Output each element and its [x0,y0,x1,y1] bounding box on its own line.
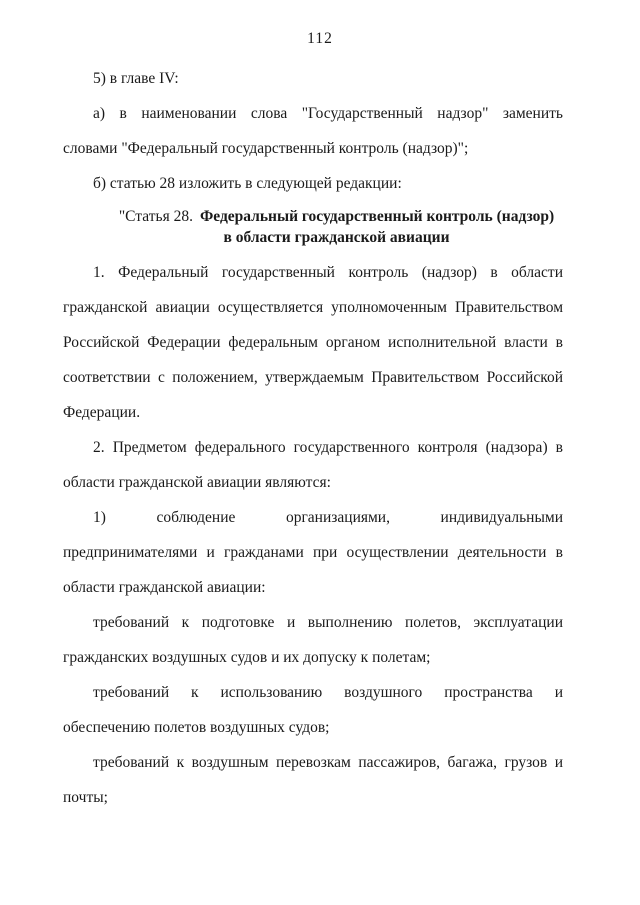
paragraph [63,430,563,500]
text-line: 5) в главе IV: [93,70,179,87]
text-line: 2. Предметом федерального государственного контроля (надзора) в [93,439,563,456]
page-number: 112 [307,30,333,47]
text-line: 1) соблюдение организациями, индивидуальными [93,509,563,526]
text-line: обеспечению полетов воздушных судов; [63,719,330,736]
text-line: требований к подготовке и выполнению полетов, эксплуатации [93,614,563,631]
text-line: а) в наименовании слова "Государственный надзор" заменить [93,105,563,122]
paragraph [63,675,563,745]
text-line: почты; [63,789,108,806]
text-line: требований к использованию воздушного пространства и [93,684,563,701]
text-line: Российской Федерации федеральным органом исполнительной власти в [63,334,563,351]
text-line: Федерации. [63,404,141,421]
paragraph [63,605,563,675]
text-line: области гражданской авиации являются: [63,474,331,491]
text-line: гражданских воздушных судов и их допуску к полетам; [63,649,431,666]
paragraph [63,61,563,96]
paragraph [63,500,563,605]
text-line: области гражданской авиации: [63,579,266,596]
text-line: б) статью 28 изложить в следующей редакции: [93,175,402,192]
text-line: словами "Федеральный государственный контроль (надзор)"; [63,140,469,157]
document-content [63,61,563,815]
article-heading-line [110,206,563,227]
text-line: гражданской авиации осуществляется уполномоченным Правительством [63,299,563,316]
text-line: 1. Федеральный государственный контроль (надзор) в области [93,264,563,281]
paragraph [63,255,563,430]
paragraph [63,745,563,815]
text-line: предпринимателями и гражданами при осуществлении деятельности в [63,544,563,561]
article-title-text: в области гражданской авиации [223,229,450,246]
text-line: соответствии с положением, утверждаемым Правительством Российской [63,369,563,386]
article-title-text: Федеральный государственный контроль (надзор) [199,208,555,225]
text-line: требований к воздушным перевозкам пассажиров, багажа, грузов и [93,754,563,771]
paragraph [63,96,563,166]
article-heading [110,206,563,248]
article-number-label: "Статья 28. [118,208,193,225]
paragraph [63,166,563,201]
